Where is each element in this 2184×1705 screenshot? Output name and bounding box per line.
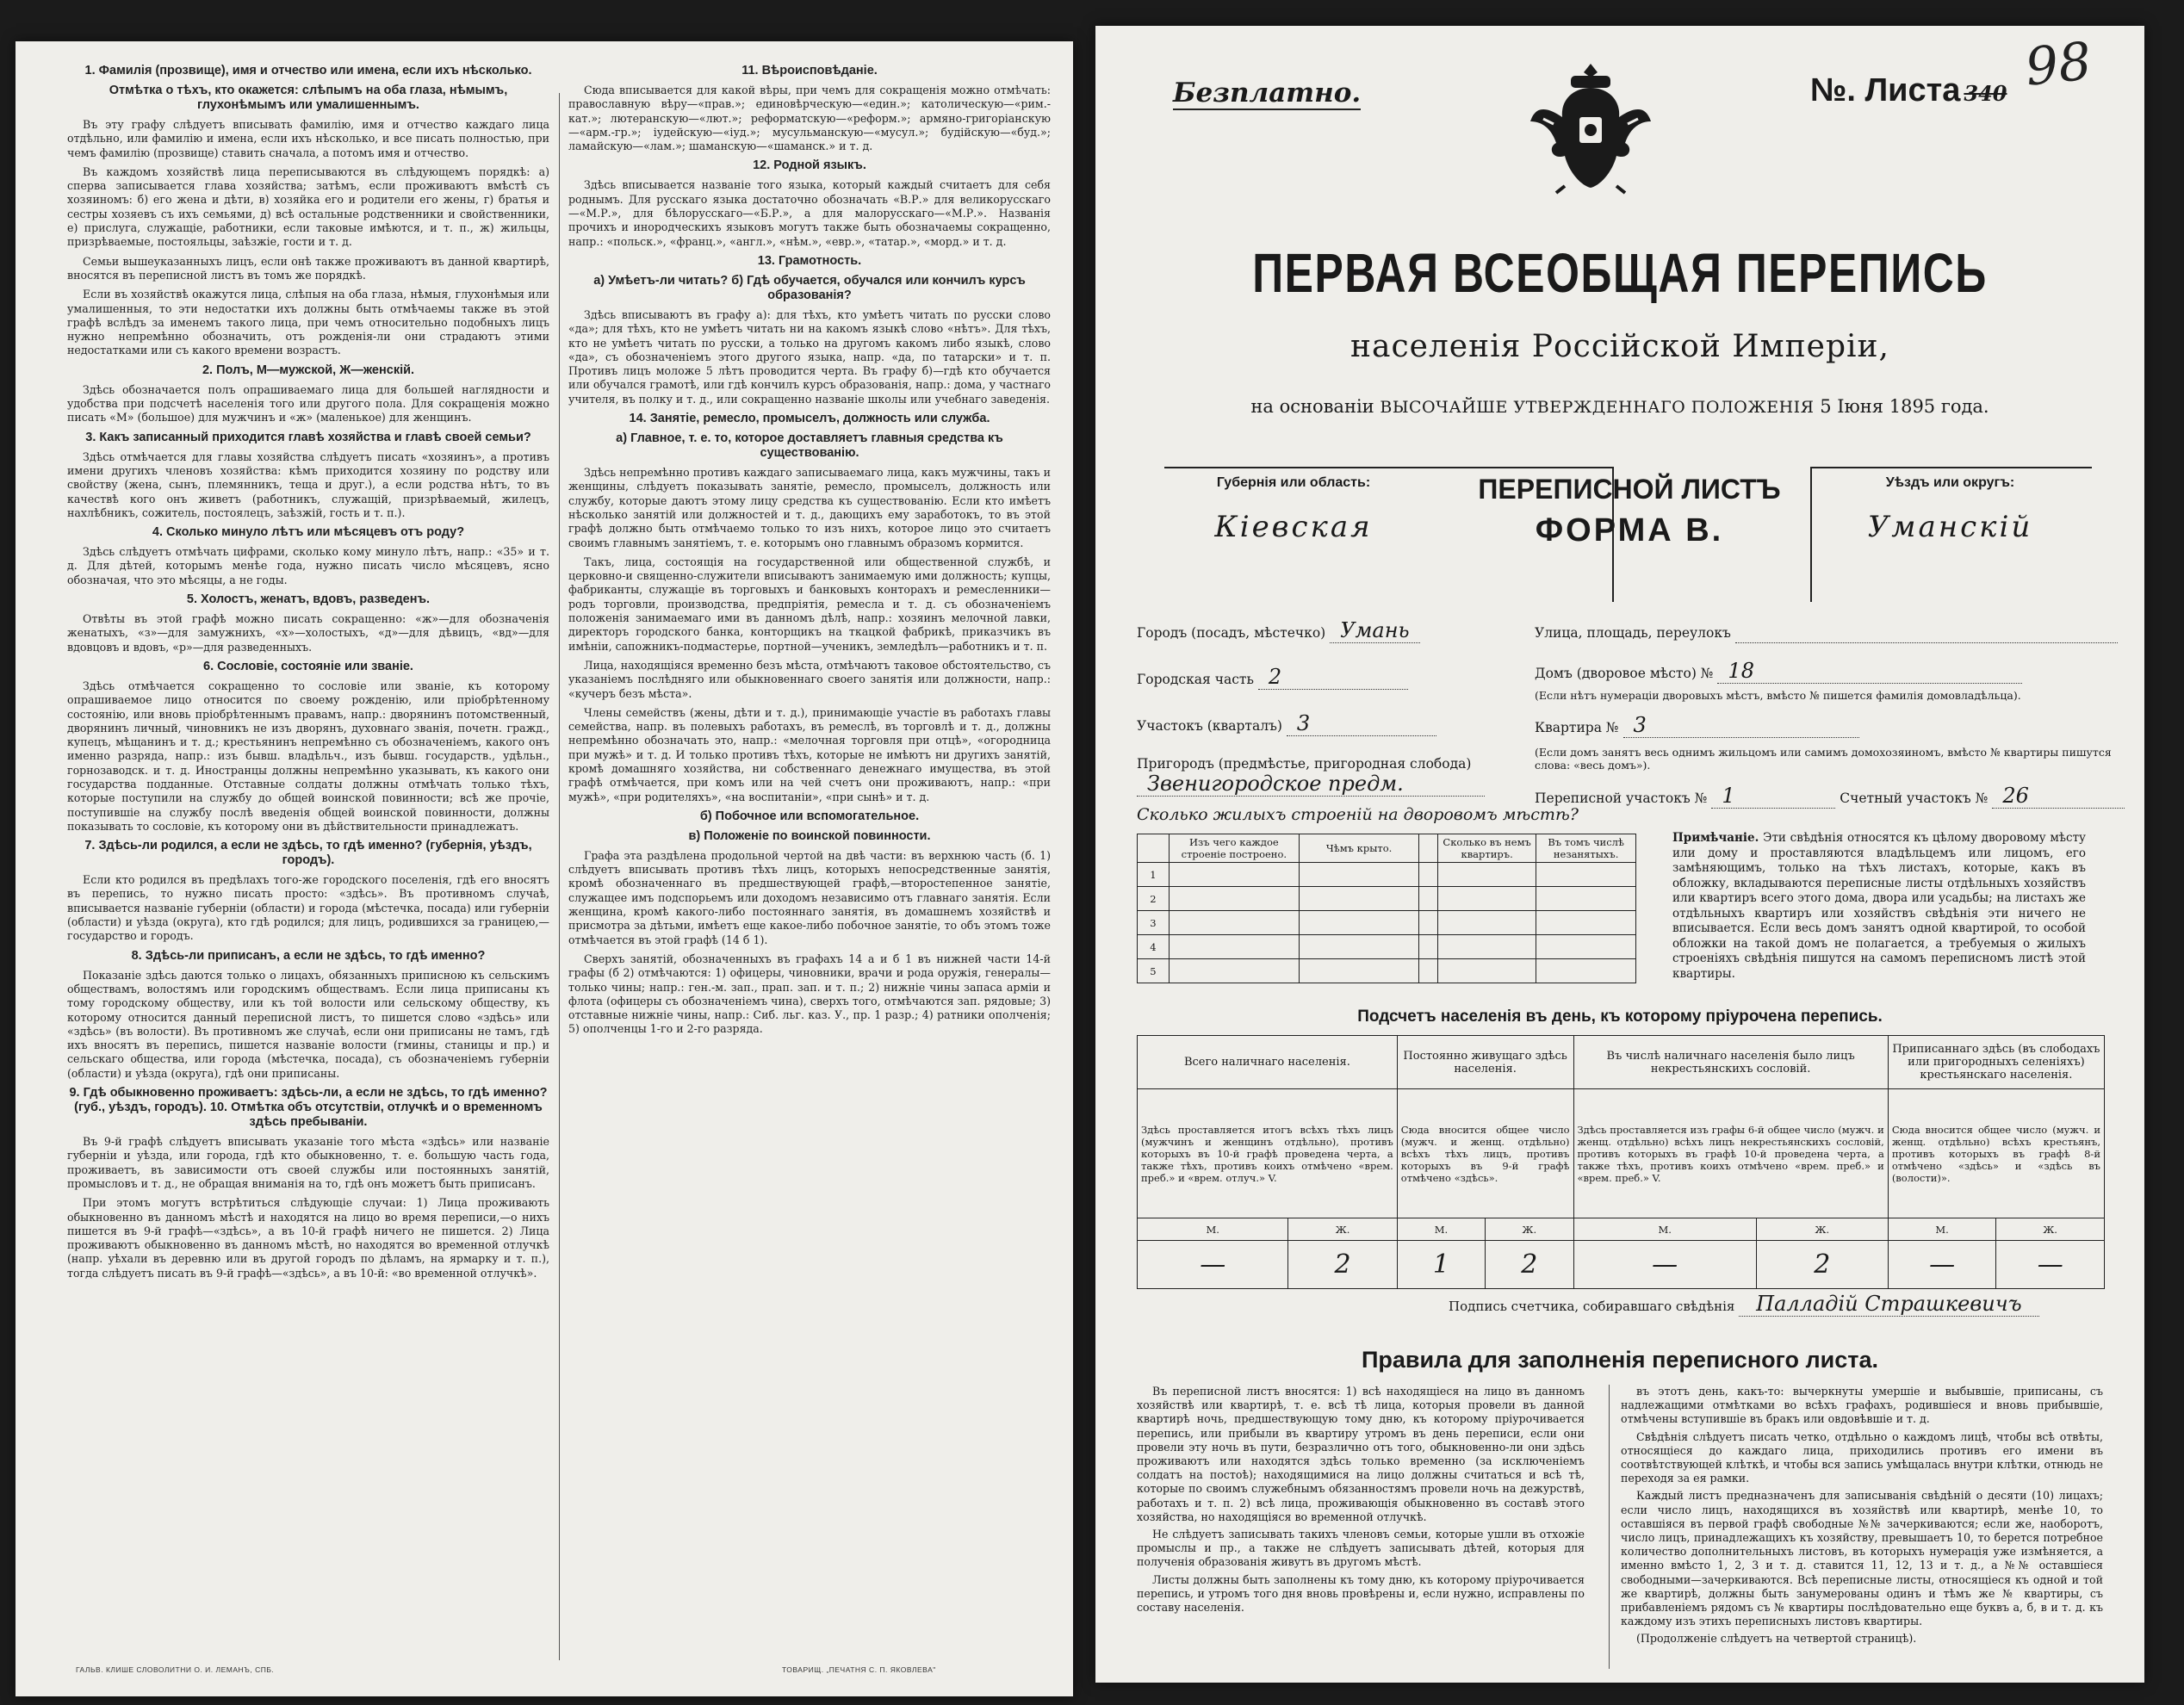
city-part-value[interactable]: 2 (1258, 665, 1408, 690)
paragraph: Здѣсь обозначается полъ опрашиваемаго лица для большей наглядности и удобства при подсчетѣ населенія того или другого пола. Для сокращенія можно писать «М» (большое) для мужчинъ и «ж» (маленькое) для женщинъ. (67, 382, 549, 425)
section-heading: 3. Какъ записанный приходится главѣ хозяйства и главѣ своей семьи? (85, 430, 531, 444)
sex-label: М. (1397, 1218, 1485, 1241)
rules-title: Правила для заполненія переписного листа. (1361, 1347, 1879, 1373)
table-cell[interactable] (1438, 959, 1536, 983)
row-number: 5 (1138, 959, 1170, 983)
quarter-label: Участокъ (кварталъ) (1137, 718, 1282, 734)
street-field (1535, 618, 2118, 643)
paragraph: Въ 9-й графѣ слѣдуетъ вписывать указаніе того мѣста «здѣсь» или названіе губерніи и уѣзда, или города, гдѣ кто обыкновенно, т. е. большую часть года, проживаетъ, въ зависимости отъ своей службы или постоянныхъ занятій, промысловъ и т. д., не обращая вниманія на то, гдѣ онъ можетъ быть приписанъ. (67, 1135, 549, 1190)
buildings-table (1137, 834, 1636, 983)
buildings-header-cell: Сколько въ немъ квартиръ. (1438, 834, 1536, 863)
table-cell[interactable] (1536, 911, 1636, 935)
table-row (1138, 959, 1636, 983)
table-cell[interactable] (1169, 935, 1299, 959)
house-label: Домъ (дворовое мѣсто) № (1535, 666, 1714, 681)
town-field (1137, 618, 1420, 643)
table-cell[interactable] (1438, 911, 1536, 935)
section-heading: а) Умѣетъ-ли читать? б) Гдѣ обучается, обучался или кончилъ курсъ образованія? (593, 273, 1026, 302)
district-label: Уѣздъ или округъ: (1885, 475, 2015, 490)
street-value[interactable] (1735, 618, 2118, 643)
sex-label: М. (1138, 1218, 1288, 1241)
table-cell[interactable] (1169, 863, 1299, 887)
signature-value[interactable]: Палладій Страшкевичъ (1739, 1292, 2039, 1317)
counting-district-label: Счетный участокъ № (1840, 790, 1989, 806)
sheet-number-value: 340 (1964, 81, 2007, 106)
population-count-table (1137, 1035, 2105, 1289)
suburb-label: Пригородъ (предмѣстье, пригородная слобода) (1137, 756, 1472, 772)
rules-divider (1609, 1385, 1610, 1669)
instructions-column-2 (568, 60, 1051, 1042)
street-label: Улица, площадь, переулокъ (1535, 625, 1731, 641)
apartment-field (1535, 713, 1859, 738)
table-cell[interactable] (1299, 887, 1419, 911)
count-col-note: Сюда вносится общее число (мужч. и женщ. отдѣльно) всѣхъ крестьянъ, противъ которыхъ въ графѣ 8-й отмѣчено «здѣсь» и «здѣсь въ (волости)». (1888, 1089, 2104, 1218)
paragraph: Такъ, лица, состоящія на государственной или общественной службѣ, и церковно-и священно-служители вписываютъ занимаемую ими должность; купцы, фабриканты, служащіе въ торговыхъ и банковыхъ конторахъ и ремесленники—родъ торговли, производства, предпріятія, ремесла и т. д. съ обозначеніемъ положенія занимаемаго ими въ данномъ дѣлѣ, напр.: хозяинъ мелочной лавки, директоръ городского банка, конторщикъ на ткацкой фабрикѣ, приказчикъ въ имѣніи, сапожникъ-подмастерье, портной—ученикъ, земледѣлъ—работникъ и т. п. (568, 555, 1051, 653)
paragraph: Здѣсь вписываютъ въ графу а): для тѣхъ, кто умѣетъ читать по русски слово «да»; для тѣхъ, кто не умѣетъ читать ни на какомъ языкѣ слово «нѣтъ». Для тѣхъ, кто не умѣетъ читать по русски, а только на другомъ какомъ либо языкѣ, слово «да», съ обозначеніемъ этого другого языка, напр. «да, по татарски» и т. п. Противъ лицъ моложе 5 лѣтъ проводится черта. Въ графу б)—гдѣ кто обучается или обучался грамотѣ, или гдѣ кончилъ курсъ образованія, напр.: дома, у частнаго учителя, въ полку и т. д., или сокращенно названіе школы или учебнаго заведенія. (568, 307, 1051, 406)
quarter-field (1137, 711, 1436, 736)
printer-imprint-left: ГАЛЬВ. КЛИШЕ СЛОВОЛИТНИ О. И. ЛЕМАНЪ, СПБ. (76, 1665, 275, 1674)
table-cell (1419, 863, 1438, 887)
table-cell[interactable] (1536, 959, 1636, 983)
paragraph: Графа эта раздѣлена продольной чертой на двѣ части: въ верхнюю часть (б. 1) слѣдуетъ вписывать противъ тѣхъ лицъ, которыхъ непосредственные занятія, кромѣ обозначеннаго въ предшествующей графѣ,—второстепенное занятіе, служащее имъ подспорьемъ или доходомъ независимо отъ главнаго занятія. Если женщина, кромѣ какого-либо постояннаго занятія, въ домашнемъ хозяйствѣ и присмотра за дѣтьми, имѣетъ еще какое-либо побочное занятіе, то объ этомъ тоже отмѣчается въ этой графѣ (14 б 1). (568, 848, 1051, 946)
section-heading: а) Главное, т. е. то, которое доставляетъ главныя средства къ существованію. (616, 431, 1003, 461)
rules-paragraph: Въ переписной листъ вносятся: 1) всѣ находящіеся на лицо въ данномъ хозяйствѣ или квартирѣ, т. е. всѣ тѣ лица, которыя провели въ данной квартирѣ ночь, предшествующую тому дню, къ которому пріурочивается перепись, или прибыли въ квартиру утромъ въ день переписи, если они провели эту ночь въ пути, безразлично отъ того, обыкновенно-ли они здѣсь проживаютъ или находятся здѣсь только временно (за исключеніемъ солдатъ на постоѣ); находящимися на лицо должны считаться и всѣ тѣ, которые по своимъ служебнымъ обязанностямъ провели ночь на дежурствѣ, работахъ и т. п. 2) всѣ лица, проживающія обыкновенно въ составѣ этого хозяйства, но находящіяся во временной отлучкѣ. (1137, 1385, 1585, 1523)
table-cell[interactable] (1169, 911, 1299, 935)
district-box (1810, 467, 2090, 600)
district-value[interactable]: Уманскій (1867, 510, 2033, 544)
count-value[interactable]: — (1996, 1241, 2105, 1289)
buildings-header-row (1138, 834, 1636, 863)
rules-paragraph: Свѣдѣнія слѣдуетъ писать четко, отдѣльно о каждомъ лицѣ, чтобы всѣ отвѣты, относящіеся до каждаго лица, приходились противъ его имени въ соотвѣтствующей клѣткѣ, и чтобы вся запись умѣщалась внутри клѣтки, отнюдь не переходя за ея рамки. (1621, 1429, 2103, 1485)
note-text: Эти свѣдѣнія относятся къ цѣлому дворовому мѣсту или дому и проставляются владѣльцемъ или лицомъ, его замѣняющимъ, только на тѣхъ листахъ, которые, какъ въ обложку, вкладываются переписные листы отдѣльныхъ хозяйствъ или квартиръ всего этого дома, двора или усадьбы; на листахъ же отдѣльныхъ квартиръ или хозяйствъ свѣдѣнія эти ничего не вписывается. Если весь домъ занятъ одной квартирой, то особой обложки на такой домъ не полагается, а требуемыя о жилыхъ строеніяхъ свѣдѣнія пишутся на самомъ переписномъ листѣ этой квартиры. (1672, 831, 2086, 981)
census-subtitle: населенія Россійской Имперіи, (1350, 329, 1889, 364)
free-of-charge-stamp: Безплатно. (1173, 78, 1362, 108)
suburb-value[interactable]: Звенигородское предм. (1137, 772, 1485, 797)
section-heading: 13. Грамотность. (757, 253, 862, 268)
sex-label: Ж. (1996, 1218, 2105, 1241)
paragraph: Здѣсь отмѣчается сокращенно то сословіе или званіе, къ которому опрашиваемое лицо относится по своему рожденію, или пріобрѣтенному состоянію, или вновь пріобрѣтеннымъ правамъ, напр.: дворянинъ потомственный, дворянинъ личный, чиновникъ не изъ дворянъ, духовнаго званія, почетн. гражд., купецъ, мѣщанинъ и т. д.; крестьянинъ непремѣнно съ обозначеніемъ, какого онъ именно разряда, напр.: изъ бывш. владѣльч., изъ бывш. государств., удѣльн., горнозаводск. и т. д. Иностранцы должны непремѣнно указывать, къ какого они государства подданные. Отставные солдаты должны отмѣчать только тѣхъ, которые поступили на службу до общей воинской повинности; всѣ же прочіе, поступившіе на службу послѣ введенія общей воинской повинности, должны показывать то сословіе, къ которому они въ дѣйствительности принадлежатъ. (67, 679, 549, 833)
table-cell[interactable] (1169, 887, 1299, 911)
buildings-note (1672, 831, 2086, 982)
paragraph: Здѣсь непремѣнно противъ каждаго записываемаго лица, какъ мужчины, такъ и женщины, слѣдуетъ показывать занятіе, ремесло, промыселъ, должность или службу, которые даютъ этому лицу средства къ существованію. Если кто имѣетъ нѣсколько занятій или должностей и т. д., дающихъ ему заработокъ, то въ этой графѣ должно быть отмѣчаемо только то изъ нихъ, которое лицо это считаетъ своимъ главнымъ занятіемъ, т. е. которымъ оно главнымъ образомъ кормится. (568, 466, 1051, 549)
paragraph: Здѣсь вписывается названіе того языка, который каждый считаетъ для себя роднымъ. Для русскаго языка достаточно обозначать «В.Р.» для великорусскаго—«М.Р.», для бѣлорусскаго—«Б.Р.», а для малорусскаго—«М.Р.». Названія прочихъ и инородческихъ языковъ могутъ также быть обозначаемы сокращенно, напр.: «польск.», «франц.», «англ.», «нѣм.», «евр.», «татар.», «морд.» и т. д. (568, 178, 1051, 248)
section-heading: 11. Вѣроисповѣданіе. (741, 64, 878, 78)
province-value[interactable]: Кіевская (1214, 510, 1373, 544)
count-col-note: Сюда вносится общее число (мужч. и женщ. отдѣльно) всѣхъ тѣхъ лицъ, противъ которыхъ въ 9-й графѣ отмѣчено «здѣсь». (1397, 1089, 1573, 1218)
apartment-value[interactable]: 3 (1623, 713, 1859, 738)
sheet-number-label: №. Листа (1810, 72, 1961, 108)
count-value[interactable]: 1 (1397, 1241, 1485, 1289)
census-main-title: ПЕРВАЯ ВСЕОБЩАЯ ПЕРЕПИСЬ (1252, 242, 1988, 304)
table-cell[interactable] (1536, 935, 1636, 959)
paragraph: Если кто родился въ предѣлахъ того-же городского поселенія, гдѣ его вносятъ въ перепись, то нужно писать просто: «здѣсь». Въ противномъ случаѣ, вписывается названіе губерніи (области) и города (мѣстечка, посада) или губерніи (области) и уѣзда (округа), кто гдѣ родился; для лицъ, родившихся за границею,—государство и городъ. (67, 873, 549, 943)
table-cell[interactable] (1438, 887, 1536, 911)
count-mf-row (1138, 1218, 2105, 1241)
table-cell[interactable] (1299, 911, 1419, 935)
form-title-line-1: ПЕРЕПИСНОЙ ЛИСТЪ (1478, 474, 1781, 505)
table-cell (1419, 935, 1438, 959)
house-value[interactable]: 18 (1717, 659, 2022, 684)
house-field (1535, 659, 2022, 684)
count-col-note: Здѣсь проставляется итогъ всѣхъ тѣхъ лицъ (мужчинъ и женщинъ отдѣльно), противъ которыхъ въ 10-й графѣ проведена черта, а также тѣхъ, противъ коихъ отмѣчено «врем. преб.» и «врем. отлуч.» V. (1138, 1089, 1398, 1218)
basis-date: 5 Іюня 1895 года. (1820, 396, 1989, 417)
paragraph: Отвѣты въ этой графѣ можно писать сокращенно: «ж»—для обозначенія женатыхъ, «з»—для замужнихъ, «х»—холостыхъ, «д»—для дѣвицъ, «вд»—для вдовцовъ и вдовъ, «р»—для разведенныхъ. (67, 612, 549, 654)
paragraph: Въ эту графу слѣдуетъ вписывать фамилію, имя и отчество каждаго лица отдѣльно, или фамилію и имена, если ихъ нѣсколько, и все писать полностью, при чемъ фамилію (прозвище) ставить сначала, а потомъ имя и отчество. (67, 118, 549, 159)
count-value[interactable]: 2 (1756, 1241, 1888, 1289)
section-heading: б) Побочное или вспомогательное. (699, 809, 920, 823)
legal-basis-line (1095, 396, 2144, 417)
count-value[interactable]: — (1573, 1241, 1756, 1289)
enumerator-signature (1449, 1292, 2039, 1316)
paragraph: Сюда вписывается для какой вѣры, при чемъ для сокращенія можно отмѣчать: православную вѣру—«прав.»; единовѣрческую—«един.»; католическую—«рим.-кат.»; лютеранскую—«лют.»; реформатскую—«реформ.»; армяно-григоріанскую—«арм.-гр.»; іудейскую—«іуд.»; мусульманскую—«мусул.»; будійскую—«буд.»; ламайскую—«лам.»; шаманскую—«шаманск.» и т. д. (568, 84, 1051, 153)
yard-buildings-question: Сколько жилыхъ строеній на дворовомъ мѣстѣ? (1137, 805, 1579, 824)
count-col-head: Въ числѣ наличнаго населенія было лицъ некрестьянскихъ сословій. (1573, 1036, 1888, 1089)
count-value[interactable]: — (1138, 1241, 1288, 1289)
section-heading: Отмѣтка о тѣхъ, кто окажется: слѣпымъ на оба глаза, нѣмымъ, глухонѣмымъ или умалишеннымъ. (109, 84, 508, 112)
counting-district-value[interactable]: 26 (1992, 784, 2125, 809)
table-row (1138, 887, 1636, 911)
sheet-number (1810, 72, 2007, 109)
section-heading: 1. Фамилія (прозвище), имя и отчество или имена, если ихъ нѣсколько. (84, 64, 532, 78)
census-district-label: Переписной участокъ № (1535, 790, 1708, 806)
table-cell[interactable] (1299, 959, 1419, 983)
paragraph: Здѣсь отмѣчается для главы хозяйства слѣдуетъ писать «хозяинъ», а противъ имени другихъ членовъ хозяйства: кѣмъ приходится хозяину по родству или свойству (жена, сынъ, племянникъ, теща и друг.), а если родства нѣтъ, то въ качествѣ кого онъ живетъ (работникъ, служащій, призрѣваемый, жилецъ, нахлѣбникъ, сожитель, постоялецъ, заѣзжій, гость и т. п.). (67, 450, 549, 519)
rules-column-left (1137, 1385, 1585, 1618)
basis-prefix: на основаніи (1250, 396, 1374, 417)
count-col-head: Всего наличнаго населенія. (1138, 1036, 1398, 1089)
section-heading: 6. Сословіе, состояніе или званіе. (203, 659, 413, 673)
instructions-column-1 (67, 60, 549, 1286)
table-row (1138, 935, 1636, 959)
signature-label: Подпись счетчика, собиравшаго свѣдѣнія (1449, 1299, 1735, 1314)
count-values-row (1138, 1241, 2105, 1289)
table-row (1138, 911, 1636, 935)
left-instructions-page (16, 41, 1073, 1696)
count-col-note: Здѣсь проставляется изъ графы 6-й общее число (мужч. и женщ. отдѣльно) всѣхъ лицъ некрестьянскихъ сословій, противъ которыхъ въ графѣ 10-й проведена черта, а также тѣхъ, противъ коихъ отмѣчено «врем. преб.» и «врем. преб.» V. (1573, 1089, 1888, 1218)
table-cell[interactable] (1299, 863, 1419, 887)
table-cell (1419, 887, 1438, 911)
table-cell[interactable] (1536, 887, 1636, 911)
city-part-label: Городская часть (1137, 672, 1254, 687)
table-cell[interactable] (1169, 959, 1299, 983)
buildings-header-cell: Чѣмъ крыто. (1299, 834, 1419, 863)
imperial-eagle-emblem-icon (1526, 57, 1655, 195)
section-heading: 5. Холостъ, женатъ, вдовъ, разведенъ. (186, 592, 431, 607)
buildings-header-cell: Въ томъ числѣ незанятыхъ. (1536, 834, 1636, 863)
table-cell[interactable] (1438, 863, 1536, 887)
buildings-header-cell (1419, 834, 1438, 863)
sex-label: Ж. (1756, 1218, 1888, 1241)
census-form-page (1095, 26, 2144, 1683)
form-title (1466, 474, 1793, 549)
table-row (1138, 863, 1636, 887)
city-part-field (1137, 665, 1408, 690)
basis-caps: ВЫСОЧАЙШЕ УТВЕРЖДЕННАГО ПОЛОЖЕНІЯ (1380, 398, 1815, 417)
rules-paragraph: въ этотъ день, какъ-то: вычеркнуты умершіе и выбывшіе, приписаны, съ надлежащими отмѣтками во всѣхъ графахъ, родившіеся и вновь прибывшіе, отмѣчены вступившіе въ бракъ или овдовѣвшіе и т. д. (1621, 1385, 2103, 1426)
printer-imprint-right: ТОВАРИЩ. „ПЕЧАТНЯ С. П. ЯКОВЛЕВА" (782, 1665, 936, 1674)
paragraph: Если въ хозяйствѣ окажутся лица, слѣпыя на оба глаза, нѣмыя, глухонѣмыя или умалишенныя, то эти недостатки ихъ должны быть отмѣчаемы также въ этой графѣ вслѣдъ за именемъ такого лица, при чемъ относительно подобныхъ лицъ нужно непремѣнно обозначить, отъ рожденія-ли они страдаютъ этими недостатками или съ какого времени возрастъ. (67, 288, 549, 357)
apartment-note: (Если домъ занятъ весь однимъ жильцомъ или самимъ домохозяиномъ, вмѣсто № квартиры пишутся слова: «весь домъ»). (1535, 746, 2112, 772)
table-cell (1419, 911, 1438, 935)
note-label: Примѣчаніе. (1672, 831, 1759, 845)
table-cell (1419, 959, 1438, 983)
count-head-row (1138, 1036, 2105, 1089)
rules-column-right (1621, 1385, 2103, 1650)
row-number: 3 (1138, 911, 1170, 935)
rules-paragraph: Не слѣдуетъ записывать такихъ членовъ семьи, которые ушли въ отхожіе промыслы и пр., а также не слѣдуетъ записывать дѣтей, которыя для полученія образованія живутъ въ другомъ мѣстѣ. (1137, 1528, 1585, 1569)
count-note-row (1138, 1089, 2105, 1218)
rules-paragraph: (Продолженіе слѣдуетъ на четвертой страницѣ). (1636, 1632, 1917, 1646)
column-divider (559, 93, 560, 1660)
section-heading: 12. Родной языкъ. (753, 158, 866, 173)
paragraph: Сверхъ занятій, обозначенныхъ въ графахъ 14 а и б 1 въ нижней части 14-й графы (б 2) отмѣчаются: 1) офицеры, чиновники, врачи и рода оружія, генералы—только чины; напр.: ген.-м. зап., прап. зап. и т. п.; 2) нижніе чины запаса арміи и флота (офицеры съ обозначеніемъ чина), сверхъ того, отмѣчаются зап. рядовые; 3) отставные нижніе чины, напр.: Сиб. льг. каз. У., пр. 1 разр.; 4) ратники ополченія; 5) ополченцы 1-го и 2-го разряда. (568, 952, 1051, 1036)
buildings-header-cell: Изъ чего каждое строеніе построено. (1169, 834, 1299, 863)
count-col-head: Приписаннаго здѣсь (въ слободахъ или пригородныхъ селеніяхъ) крестьянскаго населенія. (1888, 1036, 2104, 1089)
town-value[interactable]: Умань (1330, 618, 1419, 643)
count-value[interactable]: — (1888, 1241, 1996, 1289)
sex-label: М. (1573, 1218, 1756, 1241)
province-label: Губернія или область: (1216, 475, 1371, 490)
house-note: (Если нѣтъ нумераціи дворовыхъ мѣстъ, вмѣсто № пишется фамилія домовладѣльца). (1535, 689, 2021, 702)
buildings-header-cell (1138, 834, 1170, 863)
section-heading: 9. Гдѣ обыкновенно проживаетъ: здѣсь-ли, а если не здѣсь, то гдѣ именно? (губ., уѣздъ, городъ). 10. Отмѣтка объ отсутствіи, отлучкѣ и о временномъ здѣсь пребываніи. (69, 1086, 548, 1130)
row-number: 1 (1138, 863, 1170, 887)
section-heading: 14. Занятіе, ремесло, промыселъ, должность или служба. (629, 412, 990, 426)
section-heading: в) Положеніе по воинской повинности. (688, 828, 931, 843)
paragraph: Показаніе здѣсь даются только о лицахъ, обязанныхъ приписною къ сельскимъ обществамъ, волостямъ или городскимъ обществамъ. Если лица приписаны къ тому городскому обществу, или къ той волости или сельскому обществу, къ которому относится данный переписной листъ, то пишется слово «здѣсь» или «здѣсь» (въ волости). Въ противномъ же случаѣ, если они приписаны не тамъ, гдѣ ихъ вносятъ въ перепись, пишется названіе волости (гмины, станицы и пр.) и сельскаго общества, или города (мѣстечка, посада), съ обозначеніемъ губерніи (области) и уѣзда (округа), гдѣ они приписаны. (67, 968, 549, 1080)
sex-label: М. (1888, 1218, 1996, 1241)
paragraph: Въ каждомъ хозяйствѣ лица переписываются въ слѣдующемъ порядкѣ: а) сперва записывается глава хозяйства; затѣмъ, если проживаютъ вмѣстѣ съ хозяиномъ: б) его жена и дѣти, в) хозяйка его и родители его жены, г) братья и сестры хозяевъ съ ихъ семьями, д) всѣ остальные родственники и свойственники, е) прислуга, служащіе, работники, если таковые имѣются, и т. п., ж) жильцы, призрѣваемые, постояльцы, заѣзжіе, гости и т. д. (67, 164, 549, 249)
section-heading: 4. Сколько минуло лѣтъ или мѣсяцевъ отъ роду? (152, 525, 465, 540)
paragraph: При этомъ могутъ встрѣтиться слѣдующіе случаи: 1) Лица проживають обыкновенно въ данномъ мѣстѣ и находятся на лицо во время переписи,—о нихъ пишется въ 9-й графѣ—«здѣсь», а въ 10-й графѣ ничего не пишется. 2) Лица проживаютъ обыкновенно въ данномъ мѣстѣ, но находятся во временной отлучкѣ (напр. уѣхали въ деревню или въ другой городъ по дѣламъ, на ярмарку и т. п.), тогда слѣдуетъ писать въ 9-й графѣ—«здѣсь», а въ 10-й: «во временной отлучкѣ». (67, 1196, 549, 1280)
apartment-label: Квартира № (1535, 720, 1619, 735)
table-cell[interactable] (1299, 935, 1419, 959)
population-count-title: Подсчетъ населенія въ день, къ которому пріурочена перепись. (1357, 1008, 1883, 1026)
rules-paragraph: Каждый листъ предназначенъ для записыванія свѣдѣній о десяти (10) лицахъ; если число лицъ, находящихся въ хозяйствѣ или квартирѣ, менѣе 10, то оставшіяся въ первой графѣ свободные №№ зачеркиваются; если же, наоборотъ, число лицъ, принадлежащихъ къ хозяйству, превышаетъ 10, то берется потребное количество дополнительныхъ листовъ, въ которыхъ нумерація уже измѣняется, а именно вмѣсто 1, 2, 3 и т. д. ставится 11, 12, 13 и т. д., а №№ оставшіеся свободными—зачеркиваются. Всѣ переписные листы, относящіеся къ одной и той же квартирѣ, должны быть занумерованы одинъ и тѣмъ же № квартиры, съ прибавленіемъ рядомъ съ № квартиры послѣдовательно еще буквъ а, б, в и т. д. къ каждому изъ этихъ переписныхъ листовъ квартиры. (1621, 1489, 2103, 1628)
table-cell[interactable] (1536, 863, 1636, 887)
paragraph: Лица, находящіяся временно безъ мѣста, отмѣчаютъ таковое обстоятельство, съ указаніемъ послѣдняго или обыкновеннаго своего занятія или должности, напр.: «кучеръ безъ мѣста». (568, 658, 1051, 700)
count-value[interactable]: 2 (1288, 1241, 1397, 1289)
section-heading: 7. Здѣсь-ли родился, а если не здѣсь, то гдѣ именно? (губернія, уѣздъ, городъ). (84, 839, 532, 868)
section-heading: 2. Полъ, М—мужской, Ж—женскій. (202, 363, 415, 377)
census-district-field (1535, 784, 2125, 809)
paragraph: Здѣсь слѣдуетъ отмѣчать цифрами, сколько кому минуло лѣтъ, напр.: «35» и т. д. Для дѣтей, которымъ менѣе года, нужно писать число мѣсяцевъ, ясно обозначая, что это мѣсяцы, а не годы. (67, 545, 549, 586)
count-col-head: Постоянно живущаго здѣсь населенія. (1397, 1036, 1573, 1089)
row-number: 2 (1138, 887, 1170, 911)
sex-label: Ж. (1288, 1218, 1397, 1241)
section-heading: 8. Здѣсь-ли приписанъ, а если не здѣсь, то гдѣ именно? (131, 948, 486, 963)
row-number: 4 (1138, 935, 1170, 959)
rules-paragraph: Листы должны быть заполнены къ тому дню, къ которому пріурочивается перепись, и утромъ того дня вновь провѣрены и, если нужно, исправлены по составу населенія. (1137, 1572, 1585, 1615)
table-cell[interactable] (1438, 935, 1536, 959)
town-label: Городъ (посадъ, мѣстечко) (1137, 625, 1326, 641)
handwritten-sheet-number: 98 (2022, 31, 2094, 98)
count-value[interactable]: 2 (1486, 1241, 1573, 1289)
census-district-value[interactable]: 1 (1711, 784, 1835, 809)
form-title-line-2: ФОРМА В. (1535, 512, 1724, 549)
sex-label: Ж. (1486, 1218, 1573, 1241)
quarter-value[interactable]: 3 (1287, 711, 1436, 736)
paragraph: Семьи вышеуказанныхъ лицъ, если онѣ также проживаютъ въ данной квартирѣ, вносятся въ переписной листъ въ томъ же порядкѣ. (67, 254, 549, 282)
paragraph: Члены семействъ (жены, дѣти и т. д.), принимающіе участіе въ работахъ главы семейства, напр. въ полевыхъ работахъ, въ ремеслѣ, въ торговлѣ и т. д., должны непремѣнно обозначать это, напр.: «мелочная торговля при отцѣ», «огородница при мужѣ» и т. д. И только противъ тѣхъ, которые не имѣютъ ни другихъ занятій, кромѣ домашняго хозяйства, ни собственнаго денежнаго имущества, въ этой графѣ отмѣчается, при комъ или на чей счетъ они проживаютъ, напр.: «при мужѣ», «при родителяхъ», «на воспитаніи», «при сынѣ» и т. д. (568, 705, 1051, 803)
